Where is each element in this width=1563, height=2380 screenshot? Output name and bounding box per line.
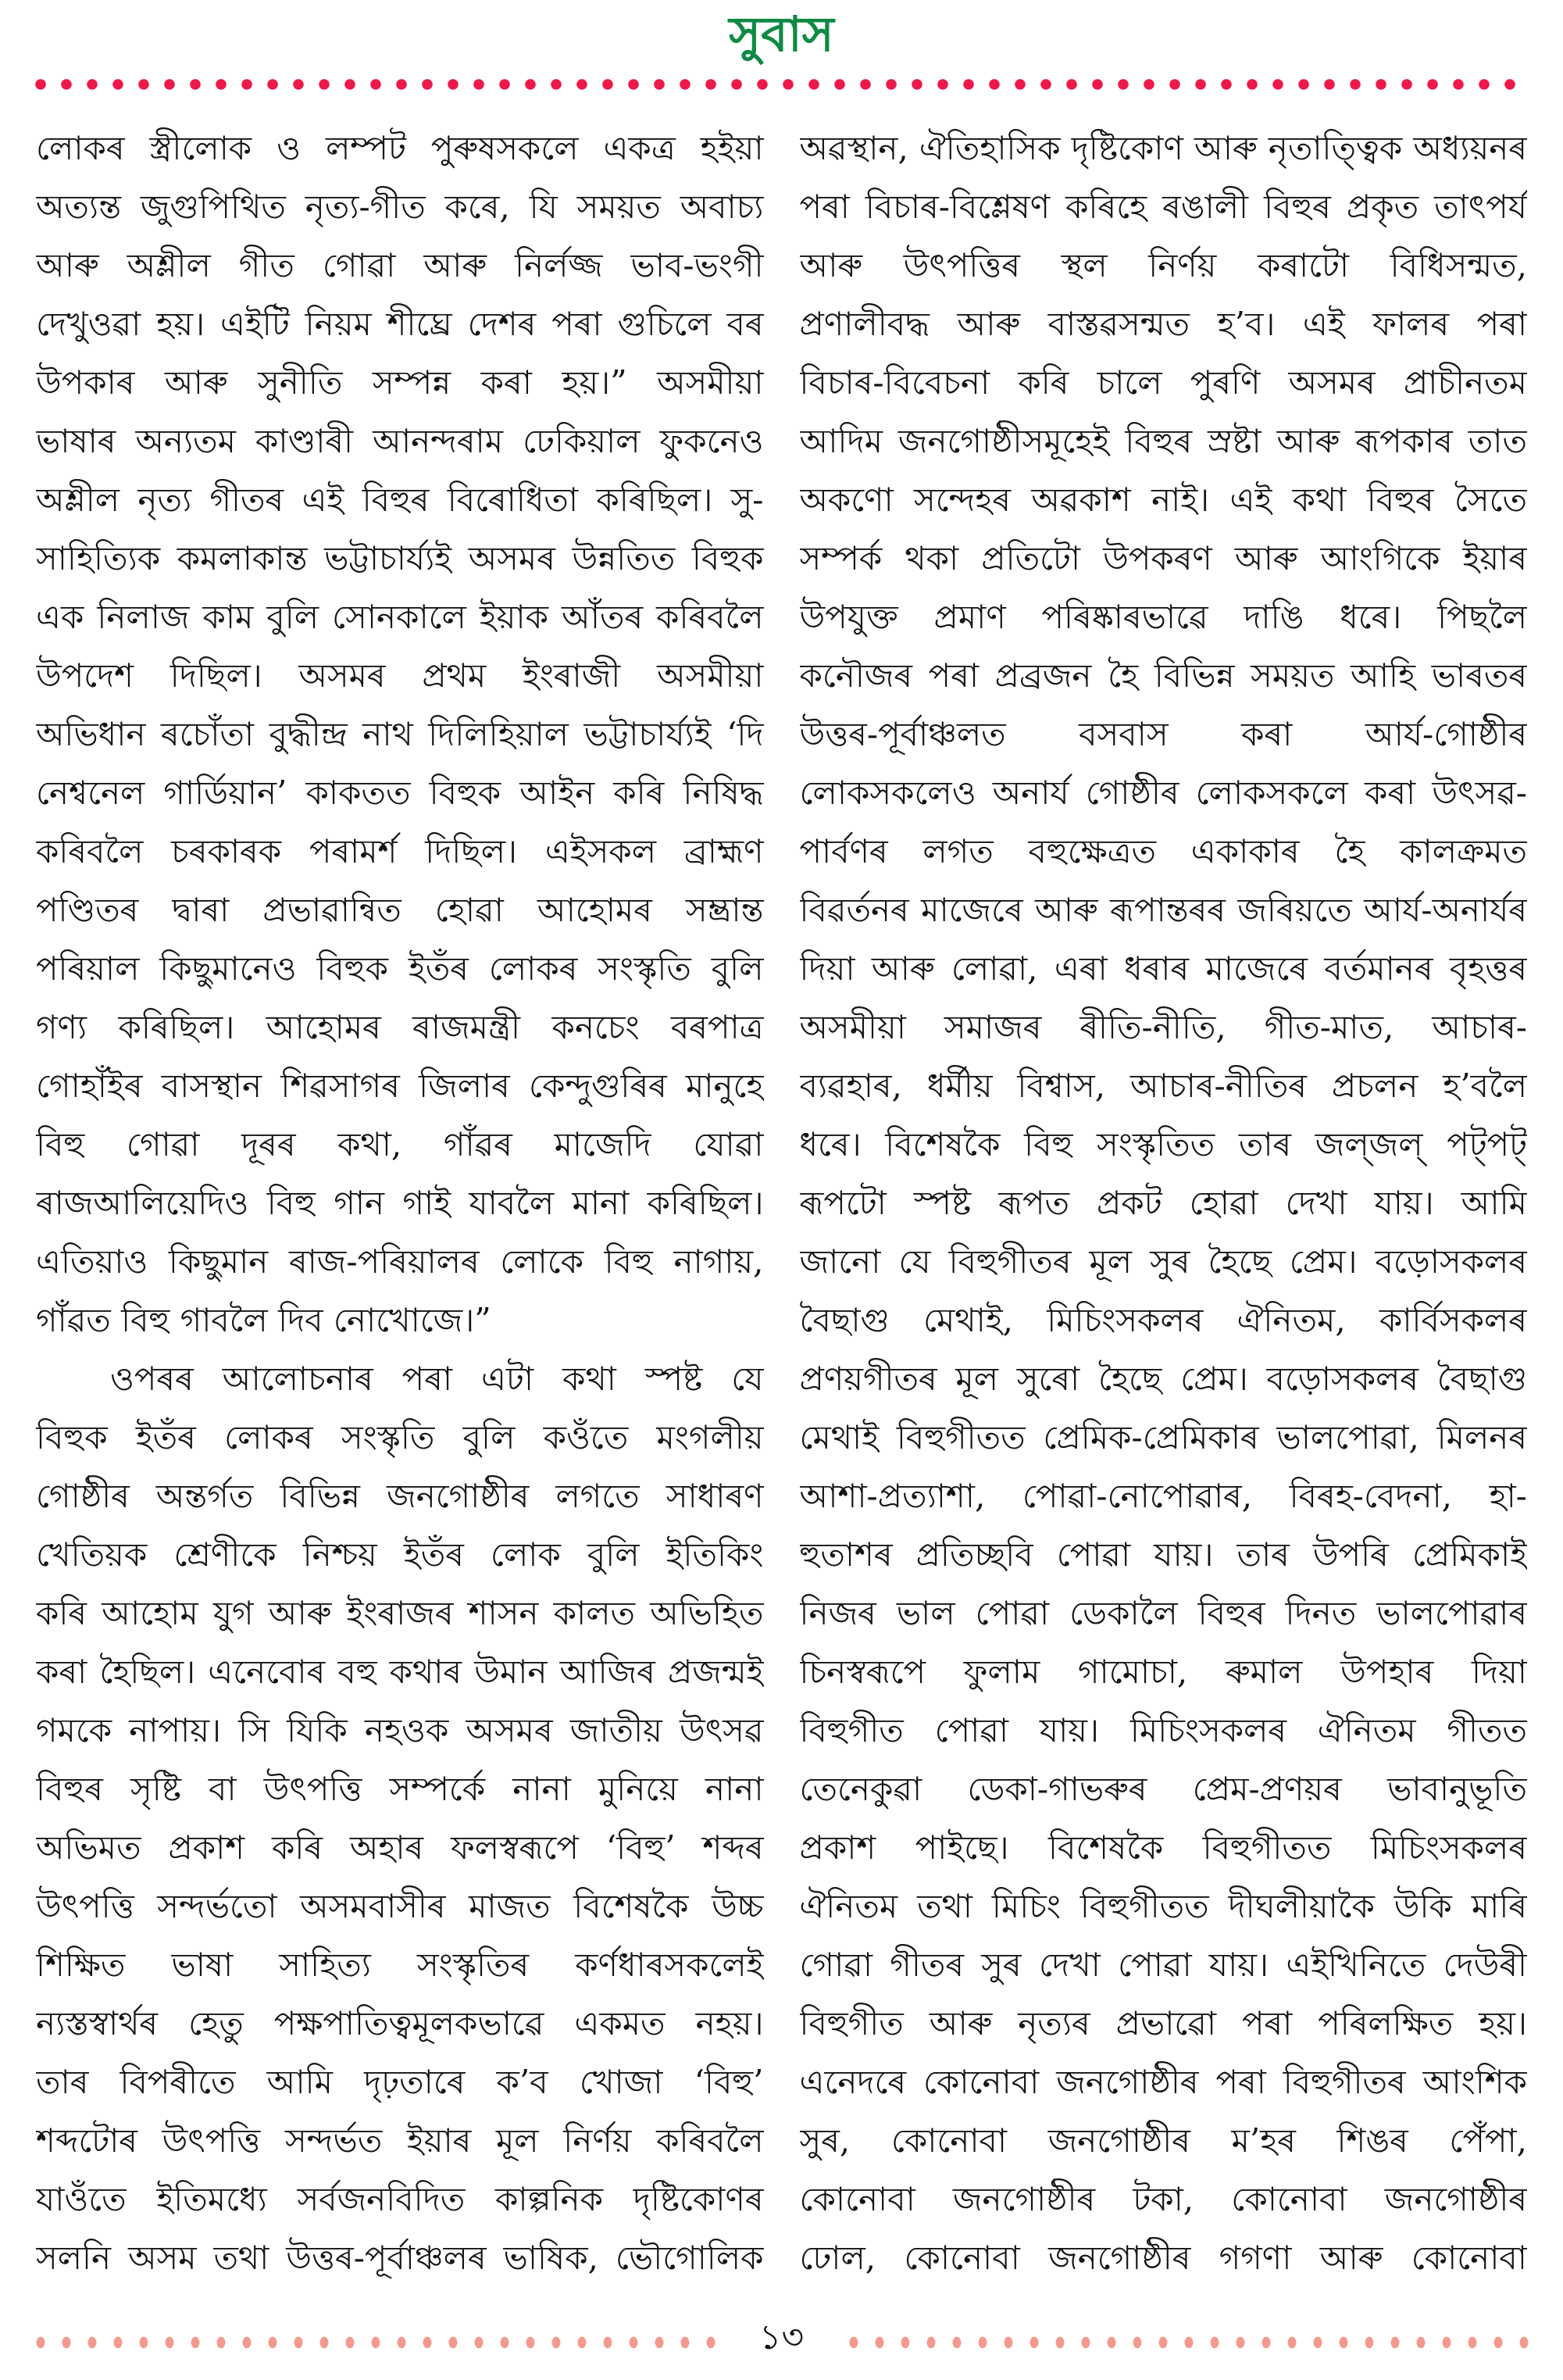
text-line: চিনস্বৰূপে ফুলাম গামোচা, ৰুমাল উপহাৰ দিয়া: [799, 1653, 1527, 1691]
text-line: বিহুগীত পোৱা যায়। মিচিংসকলৰ ঐনিতম গীতত: [799, 1711, 1527, 1749]
text-line: ধৰে। বিশেষকৈ বিহু সংস্কৃতিত তাৰ জল্‌জল্ পট্‌পট্: [799, 1125, 1527, 1163]
text-line: আশা-প্ৰত্যাশা, পোৱা-নোপোৱাৰ, বিৰহ-বেদনা, হা-: [799, 1477, 1527, 1515]
text-line: সাহিত্যিক কমলাকান্ত ভট্টাচাৰ্য্যই অসমৰ উন্নতিত বিহুক: [36, 539, 764, 577]
text-line: অশ্লীল নৃত্য গীতৰ এই বিহুৰ বিৰোধিতা কৰিছিল। সু-: [36, 481, 764, 519]
text-line: মেথাই বিহুগীতত প্ৰেমিক-প্ৰেমিকাৰ ভালপোৱা, মিলনৰ: [799, 1418, 1527, 1456]
text-line: বিহুক ইতঁৰ লোকৰ সংস্কৃতি বুলি কওঁতে মংগলীয়: [36, 1418, 764, 1456]
text-line: কোনোবা জনগোষ্ঠীৰ টকা, কোনোবা জনগোষ্ঠীৰ: [799, 2180, 1527, 2218]
text-line: গণ্য কৰিছিল। আহোমৰ ৰাজমন্ত্ৰী কনচেং বৰপাত্ৰ: [36, 1008, 764, 1046]
page-title: সুবাস: [729, 5, 834, 63]
text-line: কনৌজৰ পৰা প্ৰব্ৰজন হৈ বিভিন্ন সময়ত আহি ভাৰতৰ: [799, 656, 1527, 695]
text-line: উৎপত্তি সন্দৰ্ভতো অসমবাসীৰ মাজত বিশেষকৈ উচ্চ: [36, 1887, 764, 1925]
text-line: গাঁৱত বিহু গাবলৈ দিব নোখোজে।”: [36, 1301, 491, 1339]
text-line: নিজৰ ভাল পোৱা ডেকালৈ বিহুৰ দিনত ভালপোৱাৰ: [799, 1594, 1527, 1632]
text-line: লোকসকলেও অনাৰ্য গোষ্ঠীৰ লোকসকলে কৰা উৎসৱ-: [799, 774, 1527, 812]
text-line: উপকাৰ আৰু সুনীতি সম্পন্ন কৰা হয়।” অসমীয়া: [36, 363, 764, 402]
text-line: সলনি অসম তথা উত্তৰ-পূৰ্বাঞ্চলৰ ভাষিক, ভৌগোলিক: [36, 2239, 764, 2277]
text-line: শিক্ষিত ভাষা সাহিত্য সংস্কৃতিৰ কৰ্ণধাৰসকলেই: [36, 1946, 764, 1984]
text-line: কৰি আহোম যুগ আৰু ইংৰাজৰ শাসন কালত অভিহিত: [36, 1594, 764, 1632]
text-line: উপদেশ দিছিল। অসমৰ প্ৰথম ইংৰাজী অসমীয়া: [36, 656, 764, 695]
page-number: ১৩: [758, 2317, 805, 2357]
text-line: আৰু উৎপত্তিৰ স্থল নিৰ্ণয় কৰাটো বিধিসন্মত,: [799, 246, 1527, 284]
text-line: বিহু গোৱা দূৰৰ কথা, গাঁৱৰ মাজেদি যোৱা: [36, 1125, 764, 1163]
page-footer: [34, 2317, 1529, 2360]
text-line: পৰিয়াল কিছুমানেও বিহুক ইতঁৰ লোকৰ সংস্কৃতি বুলি: [36, 949, 764, 988]
text-line: সম্পৰ্ক থকা প্ৰতিটো উপকৰণ আৰু আংগিকে ইয়াৰ: [799, 539, 1527, 577]
bottom-dotted-divider-left: [34, 2336, 715, 2349]
text-line: ৰূপটো স্পষ্ট ৰূপত প্ৰকট হোৱা দেখা যায়। আমি: [799, 1184, 1527, 1222]
text-line: গোৱা গীতৰ সুৰ দেখা পোৱা যায়। এইখিনিতে দেউৰী: [799, 1946, 1527, 1984]
text-line: ওপৰৰ আলোচনাৰ পৰা এটা কথা স্পষ্ট যে: [110, 1360, 764, 1398]
text-line: ঢোল, কোনোবা জনগোষ্ঠীৰ গগণা আৰু কোনোবা: [799, 2239, 1527, 2277]
text-line: আৰু অশ্লীল গীত গোৱা আৰু নিৰ্লজ্জ ভাব-ভংগী: [36, 246, 764, 284]
text-line: নেশ্বনেল গাৰ্ডিয়ান’ কাকতত বিহুক আইন কৰি নিষিদ্ধ: [36, 774, 764, 812]
text-line: প্ৰণালীবদ্ধ আৰু বাস্তৱসন্মত হ’ব। এই ফালৰ পৰা: [799, 305, 1527, 343]
text-line: ৰাজআলিয়েদিও বিহু গান গাই যাবলৈ মানা কৰিছিল।: [36, 1184, 764, 1222]
text-line: দেখুওৱা হয়। এইটি নিয়ম শীঘ্ৰে দেশৰ পৰা গুচিলে বৰ: [36, 305, 764, 343]
text-line: কৰা হৈছিল। এনেবোৰ বহু কথাৰ উমান আজিৰ প্ৰজন্মই: [36, 1653, 764, 1691]
text-line: বিৱৰ্তনৰ মাজেৰে আৰু ৰূপান্তৰৰ জৰিয়তে আৰ্য-অনাৰ্যৰ: [799, 891, 1527, 929]
text-line: আদিম জনগোষ্ঠীসমূহেই বিহুৰ স্ৰষ্টা আৰু ৰূপকাৰ তাত: [799, 422, 1527, 460]
text-line: বিহুগীত আৰু নৃত্যৰ প্ৰভাৱো পৰা পৰিলক্ষিত হয়।: [799, 2004, 1527, 2042]
right-column: [800, 119, 1528, 2287]
text-line: তাৰ বিপৰীতে আমি দৃঢ়তাৰে ক’ব খোজা ‘বিহু’: [36, 2063, 764, 2101]
text-line: ঐনিতম তথা মিচিং বিহুগীতত দীঘলীয়াকৈ উকি মাৰি: [799, 1887, 1527, 1925]
text-line: এনেদৰে কোনোবা জনগোষ্ঠীৰ পৰা বিহুগীতৰ আংশিক: [799, 2063, 1527, 2101]
text-line: গমকে নাপায়। সি যিকি নহওক অসমৰ জাতীয় উৎসৱ: [36, 1711, 764, 1749]
text-line: তেনেকুৱা ডেকা-গাভৰুৰ প্ৰেম-প্ৰণয়ৰ ভাবানুভূতি: [799, 1770, 1527, 1808]
text-line: বিচাৰ-বিবেচনা কৰি চালে পুৰণি অসমৰ প্ৰাচীনতম: [799, 363, 1527, 402]
bottom-dotted-divider-right: [848, 2336, 1529, 2349]
text-line: ভাষাৰ অন্যতম কাণ্ডাৰী আনন্দৰাম ঢেকিয়াল ফুকনেও: [36, 422, 764, 460]
text-line: প্ৰণয়গীতৰ মূল সুৰো হৈছে প্ৰেম। বড়োসকলৰ বৈছাগু: [799, 1360, 1527, 1398]
text-line: উপযুক্ত প্ৰমাণ পৰিষ্কাৰভাৱে দাঙি ধৰে। পিছলৈ: [799, 598, 1527, 636]
text-line: ব্যৱহাৰ, ধৰ্মীয় বিশ্বাস, আচাৰ-নীতিৰ প্ৰচলন হ’বলৈ: [799, 1067, 1527, 1105]
text-line: পণ্ডিতৰ দ্বাৰা প্ৰভাৱান্বিত হোৱা আহোমৰ সম্ভ্ৰান্ত: [36, 891, 764, 929]
text-line: অভিমত প্ৰকাশ কৰি অহাৰ ফলস্বৰূপে ‘বিহু’ শব্দৰ: [36, 1828, 764, 1867]
text-line: গোষ্ঠীৰ অন্তৰ্গত বিভিন্ন জনগোষ্ঠীৰ লগতে সাধাৰণ: [36, 1477, 764, 1515]
text-line: অৱস্থান, ঐতিহাসিক দৃষ্টিকোণ আৰু নৃতাত্ত্বিক অধ্যয়নৰ: [799, 129, 1527, 167]
text-line: সুৰ, কোনোবা জনগোষ্ঠীৰ ম’হৰ শিঙৰ পেঁপা,: [799, 2121, 1527, 2160]
text-line: অভিধান ৰচোঁতা বুদ্ধীন্দ্ৰ নাথ দিলিহিয়াল ভট্টাচাৰ্য্যই ‘দি: [36, 715, 764, 753]
text-line: অসমীয়া সমাজৰ ৰীতি-নীতি, গীত-মাত, আচাৰ-: [799, 1008, 1527, 1046]
text-line: পাৰ্বণৰ লগত বহুক্ষেত্ৰত একাকাৰ হৈ কালক্ৰমত: [799, 832, 1527, 870]
text-line: অত্যন্ত জুগুপিথিত নৃত্য-গীত কৰে, যি সময়ত অবাচ্য: [36, 188, 764, 226]
two-column-text: [0, 91, 1563, 2287]
left-column: [36, 119, 764, 2287]
text-line: এক নিলাজ কাম বুলি সোনকালে ইয়াক আঁতৰ কৰিবলৈ: [36, 598, 764, 636]
text-line: শব্দটোৰ উৎপত্তি সন্দৰ্ভত ইয়াৰ মূল নিৰ্ণয় কৰিবলৈ: [36, 2121, 764, 2160]
text-line: প্ৰকাশ পাইছে। বিশেষকৈ বিহুগীতত মিচিংসকলৰ: [799, 1828, 1527, 1867]
text-line: বৈছাগু মেথাই, মিচিংসকলৰ ঐনিতম, কাৰ্বিসকলৰ: [799, 1301, 1527, 1339]
text-line: উত্তৰ-পূৰ্বাঞ্চলত বসবাস কৰা আৰ্য-গোষ্ঠীৰ: [799, 715, 1527, 753]
text-line: গোহাঁইৰ বাসস্থান শিৱসাগৰ জিলাৰ কেন্দুগুৰিৰ মানুহে: [36, 1067, 764, 1105]
text-line: এতিয়াও কিছুমান ৰাজ-পৰিয়ালৰ লোকে বিহু নাগায়,: [36, 1242, 764, 1281]
text-line: জানো যে বিহুগীতৰ মূল সুৰ হৈছে প্ৰেম। বড়োসকলৰ: [799, 1242, 1527, 1281]
text-line: দিয়া আৰু লোৱা, এৰা ধৰাৰ মাজেৰে বৰ্তমানৰ বৃহত্তৰ: [799, 949, 1527, 988]
text-line: হুতাশৰ প্ৰতিচ্ছবি পোৱা যায়। তাৰ উপৰি প্ৰেমিকাই: [799, 1535, 1527, 1574]
text-line: কৰিবলৈ চৰকাৰক পৰামৰ্শ দিছিল। এইসকল ব্ৰাহ্মণ: [36, 832, 764, 870]
text-line: অকণো সন্দেহৰ অৱকাশ নাই। এই কথা বিহুৰ সৈতে: [799, 481, 1527, 519]
text-line: যাওঁতে ইতিমধ্যে সৰ্বজনবিদিত কাল্পনিক দৃষ্টিকোণৰ: [36, 2180, 764, 2218]
text-line: ন্যস্তস্বাৰ্থৰ হেতু পক্ষপাতিত্বমূলকভাৱে একমত নহয়।: [36, 2004, 764, 2042]
text-line: লোকৰ স্ত্ৰীলোক ও লম্পট পুৰুষসকলে একত্ৰ হইয়া: [36, 129, 764, 167]
text-line: খেতিয়ক শ্ৰেণীকে নিশ্চয় ইতঁৰ লোক বুলি ইতিকিং: [36, 1535, 764, 1574]
text-line: বিহুৰ সৃষ্টি বা উৎপত্তি সম্পৰ্কে নানা মুনিয়ে নানা: [36, 1770, 764, 1808]
text-line: পৰা বিচাৰ-বিশ্লেষণ কৰিহে ৰঙালী বিহুৰ প্ৰকৃত তাৎপৰ্য: [799, 188, 1527, 226]
top-dotted-divider: [34, 78, 1529, 91]
